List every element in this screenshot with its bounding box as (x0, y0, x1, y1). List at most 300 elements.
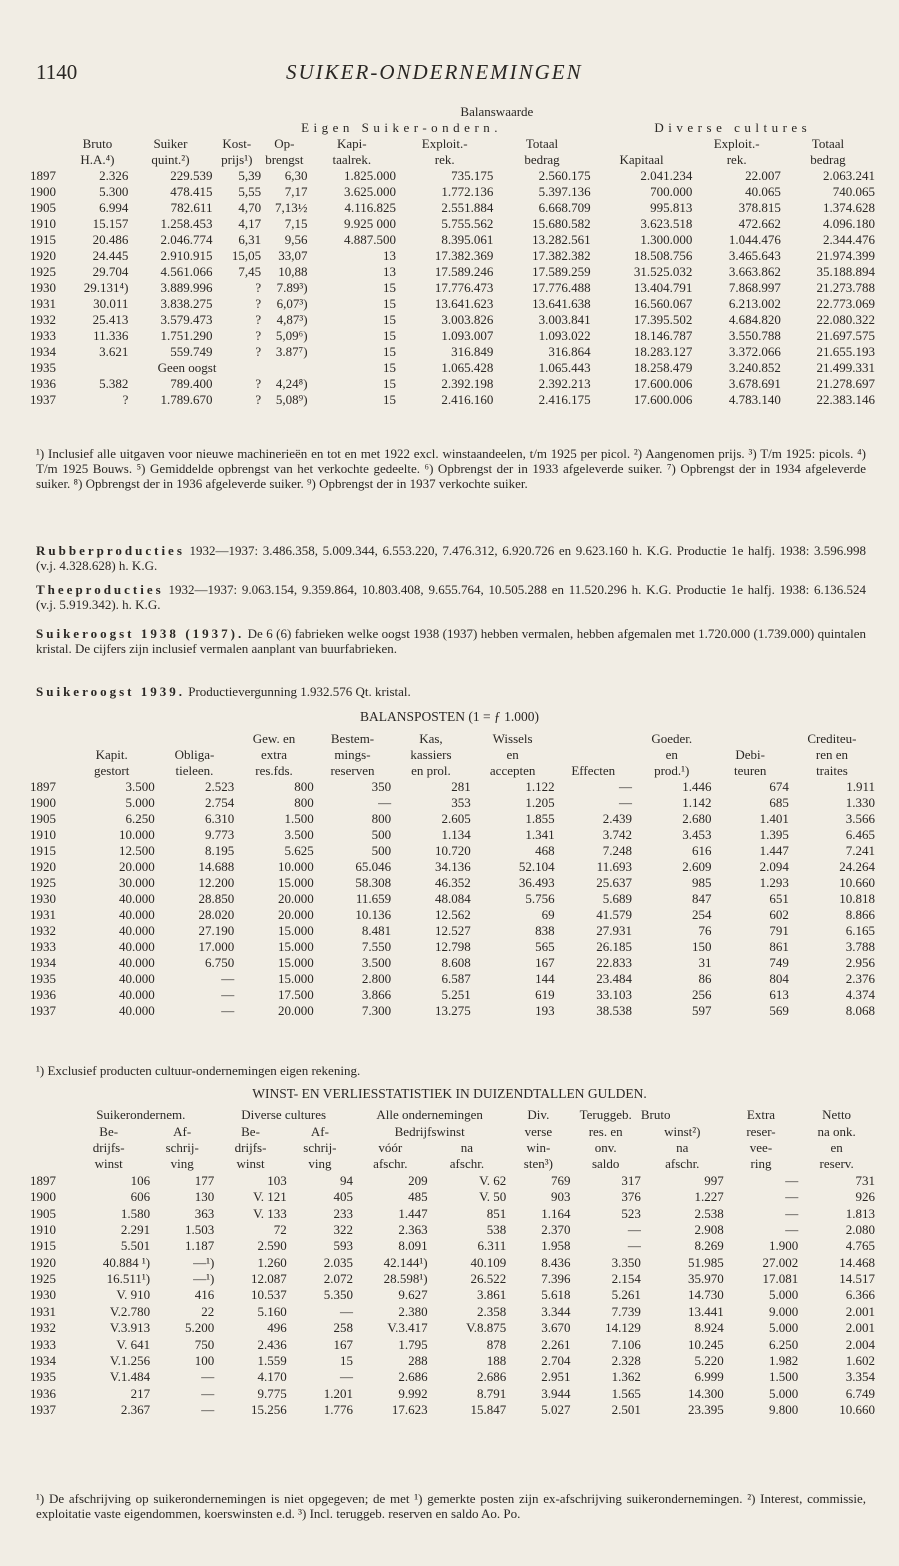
table-cell: V. 133 (253, 1205, 287, 1221)
table-cell: 5.501 (120, 1238, 151, 1254)
table-cell: 17.600.006 (633, 392, 693, 407)
balanswaarde-label: Balanswaarde (460, 104, 534, 119)
table-cell: 593 (333, 1238, 354, 1254)
suiker-table-body (30, 168, 875, 408)
table-cell: 926 (855, 1189, 875, 1205)
table-cell: 4.561.066 (160, 264, 213, 279)
table-cell: — (785, 1172, 799, 1188)
table-cell: 5.027 (541, 1402, 571, 1418)
table-cell: 3.240.852 (728, 360, 781, 375)
col-header: extra (261, 747, 287, 762)
table-cell: 847 (692, 891, 712, 906)
group-header: Diverse cultures (241, 1107, 327, 1123)
year-cell: 1925 (30, 264, 56, 279)
table-cell: 8.091 (398, 1238, 428, 1254)
table-cell: 606 (130, 1189, 151, 1205)
table-cell: 2.551.884 (441, 200, 494, 215)
group-header: Teruggeb. (579, 1107, 632, 1123)
table-cell: 2.261 (541, 1336, 571, 1352)
table-cell: 27.002 (762, 1254, 799, 1270)
table-cell: 1.260 (257, 1254, 287, 1270)
table-cell: 2.538 (694, 1205, 724, 1221)
table-cell: 3.500 (125, 779, 155, 794)
table-row (30, 312, 875, 328)
table-cell: 33.103 (596, 987, 632, 1002)
year-cell: 1932 (30, 923, 56, 938)
table-cell: 2.686 (398, 1369, 428, 1385)
table-cell: 1.187 (185, 1238, 215, 1254)
table-cell: 15 (383, 344, 397, 359)
table-cell: V. 910 (116, 1287, 151, 1303)
table-cell: 3.742 (602, 827, 632, 842)
col-header: Af- (173, 1123, 192, 1139)
col-header: tieleen. (175, 763, 214, 778)
col-header: sten³) (523, 1156, 553, 1172)
table-cell: 2.363 (398, 1221, 428, 1237)
table-cell: 749 (769, 955, 789, 970)
col-header: verse (524, 1123, 553, 1139)
table-cell: 353 (451, 795, 471, 810)
table-row (30, 875, 875, 891)
table-cell: 2.680 (682, 811, 712, 826)
table-cell: 7.89³) (276, 280, 308, 295)
table-cell: 735.175 (451, 168, 494, 183)
table-cell: 21.655.193 (816, 344, 875, 359)
table-cell: 24.445 (92, 248, 129, 263)
table-cell: 258 (333, 1320, 354, 1336)
table-cell: 144 (535, 971, 555, 986)
group-header: Div. (527, 1107, 550, 1123)
table-cell: 12.200 (198, 875, 235, 890)
table-cell: 350 (371, 779, 392, 794)
table-cell: 18.258.479 (633, 360, 693, 375)
table-cell: V. 50 (479, 1189, 507, 1205)
table-cell: 42.144¹) (383, 1254, 428, 1270)
table-cell: 24.264 (839, 859, 875, 874)
table-cell: 2.501 (611, 1402, 641, 1418)
col-header: Be- (241, 1123, 260, 1139)
col-header: afschr. (449, 1156, 485, 1172)
year-cell: 1932 (30, 312, 56, 327)
col-header: Bedrijfswinst (394, 1123, 465, 1139)
year-cell: 1930 (30, 891, 56, 906)
table-cell: 15 (383, 328, 397, 343)
table-cell: 6.366 (845, 1287, 875, 1303)
table-cell: 7,15 (284, 216, 308, 231)
table-cell: 16.511¹) (106, 1271, 151, 1287)
table-cell: 1.142 (682, 795, 712, 810)
table-cell: 1.374.628 (823, 200, 875, 215)
table-cell: 740.065 (832, 184, 875, 199)
table-cell: — (785, 1221, 799, 1237)
table-cell: 800 (294, 779, 314, 794)
year-cell: 1905 (30, 1205, 56, 1221)
col-header: Bestem- (330, 731, 375, 746)
table-cell: 2.686 (477, 1369, 507, 1385)
table-cell: 5.220 (694, 1353, 724, 1369)
table-cell: — (785, 1189, 799, 1205)
winst-header-row-3 (30, 1140, 875, 1156)
table-cell: 1.602 (845, 1353, 875, 1369)
table-row (30, 184, 875, 200)
table-cell: 1.772.136 (441, 184, 494, 199)
table-cell: 15.847 (470, 1402, 507, 1418)
table-cell: 5.000 (125, 795, 155, 810)
table-row (30, 1320, 875, 1336)
col-header: taalrek. (332, 152, 372, 167)
col-header: ring (750, 1156, 772, 1172)
page-title: SUIKER-ONDERNEMINGEN (286, 60, 583, 84)
paragraph-text: De 6 (6) fabrieken welke oogst 1938 (1937) hebben vermalen, hebben afgemalen met 1.720.000 (1.739.000) quintalen kristal. De cijfers zijn inclusief vermalen aanplant van buurfabrieken. (36, 626, 866, 657)
table-cell: 6.310 (204, 811, 235, 826)
table-cell: V.2.780 (109, 1303, 151, 1319)
table-cell: 2.380 (398, 1303, 428, 1319)
table-cell: 21.499.331 (816, 360, 875, 375)
col-header: Kapitaal (619, 152, 664, 167)
table-cell: 1.825.000 (344, 168, 397, 183)
table-cell: ? (255, 376, 262, 391)
table-cell: 15.000 (278, 875, 314, 890)
table-cell: — (201, 1385, 215, 1401)
year-cell: 1915 (30, 843, 56, 858)
table-cell: 731 (855, 1172, 875, 1188)
table-cell: 3.500 (361, 955, 392, 970)
table-cell: 1.565 (611, 1385, 641, 1401)
table-row (30, 1287, 875, 1303)
col-header: bedrag (524, 152, 560, 167)
page-header (36, 60, 839, 90)
year-cell: 1900 (30, 184, 56, 199)
table-cell: 1.164 (541, 1205, 571, 1221)
col-header: schrij- (303, 1139, 337, 1155)
table-cell: — (221, 1003, 235, 1018)
table-cell: 46.352 (434, 875, 471, 890)
table-cell: 2.560.175 (538, 168, 591, 183)
col-header: afschr. (665, 1156, 700, 1172)
table-row (30, 955, 875, 971)
table-cell: 2.609 (682, 859, 712, 874)
table-cell: 14.517 (839, 1271, 875, 1287)
year-cell: 1933 (30, 1336, 56, 1352)
table-cell: ? (255, 296, 262, 311)
table-cell: 3.838.275 (160, 296, 213, 311)
table-cell: 3.87⁷) (275, 344, 308, 359)
balansposten-table-body (30, 779, 875, 1019)
year-cell: 1936 (30, 1385, 56, 1401)
paragraph-suikeroogst-1939 (36, 684, 866, 699)
winst-verlies-table-body (30, 1173, 875, 1419)
col-header: Bruto (82, 136, 113, 151)
table-cell: 6.165 (845, 923, 875, 938)
year-cell: 1920 (30, 248, 56, 263)
table-cell: 997 (704, 1172, 724, 1188)
table-cell: 7,45 (238, 264, 262, 279)
table-cell: 150 (692, 939, 712, 954)
table-cell: V.3.417 (387, 1320, 428, 1336)
table-cell: 21.278.697 (816, 376, 875, 391)
table-cell: 2.326 (99, 168, 129, 183)
table-cell: V.8.875 (466, 1320, 507, 1336)
table-cell: 985 (692, 875, 712, 890)
table-cell: 3.344 (541, 1303, 571, 1319)
table-cell: 2.367 (120, 1402, 151, 1418)
table-row (30, 200, 875, 216)
winst-verlies-table (30, 1107, 875, 1418)
col-header: en (830, 1139, 843, 1155)
year-cell: 1937 (30, 1003, 56, 1018)
table-cell: 2.910.915 (160, 248, 213, 263)
table-cell: 995.813 (650, 200, 693, 215)
col-header: Debi- (735, 747, 765, 762)
table-cell: — (221, 987, 235, 1002)
table-cell: 7.868.997 (728, 280, 781, 295)
col-header: Be- (99, 1123, 119, 1139)
year-cell: 1900 (30, 1189, 56, 1205)
table-cell: 2.605 (441, 811, 471, 826)
table-cell: 800 (294, 795, 314, 810)
table-row (30, 1386, 875, 1402)
table-cell: 5.625 (284, 843, 314, 858)
table-cell: 903 (550, 1189, 571, 1205)
year-cell: 1905 (30, 811, 56, 826)
table-cell: 1.855 (525, 811, 555, 826)
table-cell: 500 (371, 843, 392, 858)
table-cell: 838 (535, 923, 555, 938)
table-cell: 27.931 (596, 923, 632, 938)
table-cell: 5.261 (611, 1287, 641, 1303)
year-cell: 1910 (30, 827, 56, 842)
table-cell: 18.508.756 (633, 248, 693, 263)
table-cell: 316.864 (548, 344, 591, 359)
table-cell: 177 (194, 1172, 215, 1188)
table-cell: 1.341 (525, 827, 555, 842)
col-header: vóór (378, 1139, 403, 1155)
table-cell: 3.372.066 (728, 344, 781, 359)
table-cell: 2.094 (759, 859, 789, 874)
table-cell: 2.392.213 (538, 376, 591, 391)
table-cell: 8.866 (845, 907, 875, 922)
table-row (30, 1255, 875, 1271)
table-cell: 9.000 (769, 1303, 799, 1319)
col-header: Goeder. (651, 731, 693, 746)
year-cell: 1934 (30, 344, 56, 359)
table-cell: 16.560.067 (633, 296, 693, 311)
col-header: reserven (330, 763, 375, 778)
table-cell: 2.041.234 (640, 168, 693, 183)
table-cell: 5.000 (769, 1287, 799, 1303)
page-number: 1140 (36, 60, 78, 84)
table-cell: 602 (769, 907, 789, 922)
table-cell: 6,07³) (276, 296, 308, 311)
paragraph-suikeroogst-1938 (36, 626, 866, 656)
table-cell: 597 (692, 1003, 712, 1018)
table-cell: 769 (550, 1172, 571, 1188)
table-cell: 800 (371, 811, 392, 826)
table-cell: 1.065.443 (538, 360, 591, 375)
table-cell: 3.788 (845, 939, 875, 954)
table-cell: 17.395.502 (633, 312, 693, 327)
col-header: na onk. (817, 1123, 856, 1139)
table-cell: 10.660 (839, 1402, 875, 1418)
table-row (30, 843, 875, 859)
table-cell: 1.447 (398, 1205, 428, 1221)
table-row (30, 1173, 875, 1189)
table-cell: 1.300.000 (640, 232, 693, 247)
table-cell: 106 (130, 1172, 151, 1188)
table-cell: 35.188.894 (816, 264, 875, 279)
paragraph-thee (36, 582, 866, 612)
table-cell: 378.815 (738, 200, 781, 215)
table-row (30, 392, 875, 408)
table-cell: 40.000 (118, 971, 155, 986)
group-header: Bruto (640, 1107, 671, 1123)
table-cell: ? (255, 344, 262, 359)
table-cell: 8.395.061 (441, 232, 494, 247)
table-cell: 559.749 (170, 344, 213, 359)
table-cell: 17.623 (391, 1402, 428, 1418)
table-row (30, 923, 875, 939)
balansposten-table-grid (30, 731, 875, 1019)
col-header: onv. (594, 1139, 617, 1155)
table-cell: 30.011 (93, 296, 129, 311)
table-cell: 4,17 (238, 216, 262, 231)
col-header: Kost- (222, 136, 252, 151)
col-header (591, 136, 693, 152)
table-cell: 6,30 (284, 168, 308, 183)
balansposten-table (30, 731, 875, 1019)
table-cell: 6.213.002 (728, 296, 781, 311)
table-cell: 5.350 (323, 1287, 354, 1303)
table-cell: 23.395 (687, 1402, 724, 1418)
table-cell: V. 121 (253, 1189, 287, 1205)
table-cell: 15 (383, 312, 397, 327)
table-cell: 3.579.473 (160, 312, 213, 327)
table-row (30, 987, 875, 1003)
table-cell: 6.250 (769, 1336, 799, 1352)
table-cell: 20.000 (118, 859, 155, 874)
table-cell: 7,13½ (275, 200, 308, 215)
table-row (30, 1205, 875, 1221)
table-cell: 12.527 (434, 923, 471, 938)
table-row (30, 779, 875, 795)
table-cell: 7.241 (845, 843, 875, 858)
table-cell: V.3.913 (109, 1320, 151, 1336)
table-cell: —¹) (193, 1271, 215, 1287)
col-header: drijfs- (234, 1139, 267, 1155)
table-row (30, 248, 875, 264)
table-cell: 3.889.996 (160, 280, 213, 295)
table-cell: 1.776 (323, 1402, 354, 1418)
table-cell: 5,08⁹) (275, 392, 308, 407)
table-cell: 3.678.691 (728, 376, 781, 391)
table-cell: 472.662 (738, 216, 781, 231)
table-cell: 17.382.369 (434, 248, 494, 263)
col-header: prod.¹) (654, 763, 690, 778)
table-cell: 18.146.787 (633, 328, 693, 343)
year-cell: 1937 (30, 1402, 56, 1418)
table-cell: 1.293 (759, 875, 789, 890)
table-cell: 51.985 (687, 1254, 724, 1270)
table-cell: 8.269 (694, 1238, 724, 1254)
col-header (712, 731, 789, 747)
table-cell: 5.382 (99, 376, 129, 391)
table-cell: 2.291 (120, 1221, 151, 1237)
table-cell: 17.000 (198, 939, 235, 954)
table-cell: 3.866 (361, 987, 392, 1002)
table-cell: 76 (698, 923, 712, 938)
table-cell: 9,56 (284, 232, 308, 247)
table-cell: 130 (194, 1189, 215, 1205)
table-cell: — (627, 1238, 641, 1254)
table-cell: 26.185 (596, 939, 632, 954)
table-cell: 5.160 (257, 1303, 287, 1319)
table-cell: 10.000 (278, 859, 314, 874)
table-cell: 10.000 (118, 827, 155, 842)
year-cell: 1910 (30, 216, 56, 231)
table-cell: 7,17 (284, 184, 308, 199)
table-cell: 41.579 (596, 907, 632, 922)
col-header: quint.²) (151, 152, 190, 167)
table-cell: 13 (383, 264, 397, 279)
table-cell: 9.773 (204, 827, 235, 842)
table-cell: 5.689 (602, 891, 632, 906)
table-cell: 1.446 (682, 779, 712, 794)
table-cell: 376 (621, 1189, 641, 1205)
table-cell: — (378, 795, 392, 810)
table-cell: 7.550 (361, 939, 392, 954)
year-cell: 1935 (30, 360, 56, 375)
year-cell: 1931 (30, 1303, 56, 1319)
table-cell: 4.096.180 (823, 216, 875, 231)
table-cell: 317 (621, 1172, 641, 1188)
table-cell: 1.201 (323, 1385, 354, 1401)
table-cell: 15 (383, 280, 397, 295)
table-cell: 3.550.788 (728, 328, 781, 343)
table-cell: 167 (333, 1336, 354, 1352)
table-cell: 3.625.000 (344, 184, 397, 199)
table-cell: 5.300 (99, 184, 129, 199)
table-cell: 31.525.032 (633, 264, 693, 279)
table-cell: ? (255, 280, 262, 295)
col-header: na (676, 1139, 689, 1155)
table-cell: 4.116.825 (344, 200, 397, 215)
table-cell: 6.999 (694, 1369, 724, 1385)
table-cell: 15.000 (278, 971, 314, 986)
table-cell: 3.003.841 (538, 312, 591, 327)
table-cell: 4,87³) (276, 312, 308, 327)
table-cell: 288 (408, 1353, 428, 1369)
table-cell: — (618, 779, 632, 794)
col-header: afschr. (373, 1156, 408, 1172)
table-cell: 565 (535, 939, 555, 954)
col-header: Op- (274, 136, 295, 151)
table-cell: — (627, 1221, 641, 1237)
table-cell: 233 (333, 1205, 354, 1221)
table-cell: 6,31 (238, 232, 262, 247)
year-cell: 1935 (30, 971, 56, 986)
table-cell: 72 (273, 1221, 287, 1237)
footnotes-table3: ¹) De afschrijving op suikerondernemingen is niet opgegeven; de met ¹) gemerkte posten zijn ex-afschrijving suikerondernemingen. ²) Interest, commissie, exploitatie vaste eigendommen, koerswinsten e.d. ³) Incl. teruggeb. reserven en saldo Ao. Po. (36, 1491, 866, 1521)
col-header: winst (236, 1156, 265, 1172)
year-cell: 1936 (30, 987, 56, 1002)
table-cell: 22.833 (596, 955, 632, 970)
table-cell: 20.000 (278, 907, 314, 922)
table-cell: ? (255, 312, 262, 327)
col-header: Suiker (153, 136, 188, 151)
col-header: vee- (749, 1139, 773, 1155)
col-header (555, 747, 632, 763)
col-header: ving (170, 1156, 194, 1172)
